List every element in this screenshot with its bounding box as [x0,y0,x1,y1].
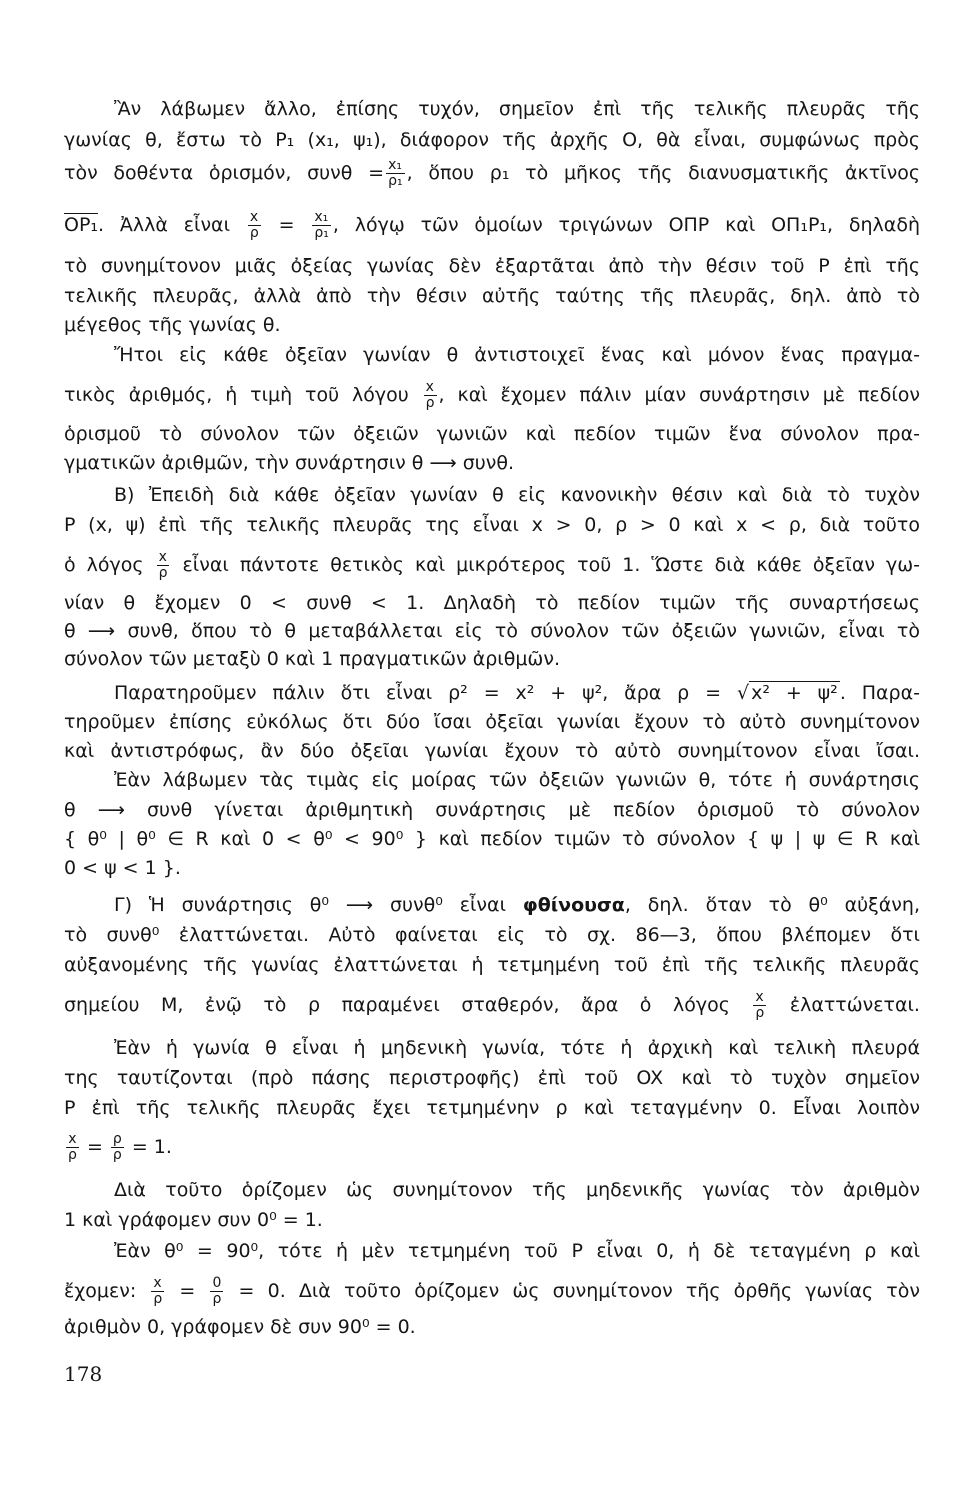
text-line [64,380,920,411]
text-line: θ ⟶ συνθ, ὅπου τὸ θ μεταβάλλεται εἰς τὸ σύνολον τῶν ὀξειῶν γωνιῶν, εἶναι τὸ [64,620,920,642]
denominator: ρ [153,1291,163,1307]
text-line: νίαν θ ἔχομεν 0 < συνθ < 1. Δηλαδὴ τὸ πεδίον τιμῶν τῆς συναρτήσεως [64,592,920,614]
fraction [210,1276,223,1307]
text-line: αὐξανομένης τῆς γωνίας ἐλαττώνεται ἡ τετμημένη τοῦ ἐπὶ τῆς τελικῆς πλευρᾶς [64,954,920,976]
text-line: Ἐὰν λάβωμεν τὰς τιμὰς εἰς μοίρας τῶν ὀξειῶν γωνιῶν θ, τότε ἡ συνάρτησις [114,769,920,791]
text-segment: τὸν δοθέντα ὁρισμόν, συνθ = [64,162,385,184]
text-segment: εἶναι πάντοτε θετικὸς καὶ μικρότερος τοῦ 1. Ὥστε διὰ κάθε ὀξεῖαν γω- [182,554,920,576]
text-segment: σημείου M, ἐνῷ τὸ ρ παραμένει σταθερόν, ἄρα ὁ λόγος [64,994,730,1016]
text-line [64,1132,920,1163]
text-line: τὸ συνθ⁰ ἐλαττώνεται. Αὐτὸ φαίνεται εἰς τὸ σχ. 86—3, ὅπου βλέπομεν ὅτι [64,924,920,946]
bold-term: φθίνουσα [522,894,625,916]
text-line: 0 < ψ < 1 }. [64,857,181,879]
text-line [64,550,920,581]
fraction [111,1132,124,1163]
text-line: τὸ συνημίτονον μιᾶς ὀξείας γωνίας δὲν ἐξαρτᾶται ἀπὸ τὴν θέσιν τοῦ P ἐπὶ τῆς [64,255,920,277]
text-segment: . Ἀλλὰ εἶναι [98,214,231,236]
text-line [64,990,920,1021]
text-line: γματικῶν ἀριθμῶν, τὴν συνάρτησιν θ ⟶ συνθ. [64,452,515,474]
text-line: καὶ ἀντιστρόφως, ἂν δύο ὀξεῖαι γωνίαι ἔχουν τὸ αὐτὸ συνημίτονον εἶναι ἴσαι. [64,740,920,762]
text-line: B) Ἐπειδὴ διὰ κάθε ὀξεῖαν γωνίαν θ εἰς κανονικὴν θέσιν καὶ διὰ τὸ τυχὸν [114,484,920,506]
fraction [157,550,170,581]
fraction [424,380,437,411]
numerator: x [424,380,437,396]
numerator: x [157,550,170,566]
equals-sign: = [278,214,295,236]
text-line [64,158,920,189]
text-line [64,1276,920,1307]
page-number: 178 [64,1362,103,1386]
numerator: x [753,990,766,1006]
denominator: ρ [425,395,435,411]
numerator: 0 [212,1275,222,1291]
text-line: μέγεθος τῆς γωνίας θ. [64,314,281,336]
text-line: P ἐπὶ τῆς τελικῆς πλευρᾶς ἔχει τετμημένην ρ καὶ τεταγμένην 0. Εἶναι λοιπὸν [64,1097,920,1119]
radicand: x² + ψ² [751,682,838,704]
text-line: της ταυτίζονται (πρὸ πάσης περιστροφῆς) ἐπὶ τοῦ OX καὶ τὸ τυχὸν σημεῖον [64,1067,920,1089]
denominator: ρ₁ [314,225,329,241]
text-line [64,210,920,241]
text-segment: ἐλαττώνεται. [789,994,920,1016]
text-segment: , ὅπου ρ₁ τὸ μῆκος τῆς διανυσματικῆς ἀκτῖνος [406,162,920,184]
denominator: ρ [112,1147,122,1163]
text-line: 1 καὶ γράφομεν συν 0⁰ = 1. [64,1209,323,1231]
numerator: ρ [112,1131,122,1147]
denominator: ρ [755,1005,765,1021]
text-line [114,680,920,706]
numerator: x₁ [312,210,331,226]
fraction [66,1132,79,1163]
text-segment: Παρατηροῦμεν πάλιν ὅτι εἶναι ρ² = x² + ψ², ἄρα ρ = √ [114,682,750,704]
numerator: x [151,1276,164,1292]
text-line: γωνίας θ, ἔστω τὸ P₁ (x₁, ψ₁), διάφορον τῆς ἀρχῆς O, θὰ εἶναι, συμφώνως πρὸς [64,129,920,151]
text-segment: = 0. Διὰ τοῦτο ὁρίζομεν ὡς συνημίτονον τῆς ὀρθῆς γωνίας τὸν [238,1280,920,1302]
text-line [114,892,920,918]
denominator: ρ [212,1291,222,1307]
text-segment: τικὸς ἀριθμός, ἡ τιμὴ τοῦ λόγου [64,384,409,406]
text-segment: , καὶ ἔχομεν πάλιν μίαν συνάρτησιν μὲ πεδίον [438,384,920,406]
text-line: ὁρισμοῦ τὸ σύνολον τῶν ὀξειῶν γωνιῶν καὶ πεδίον τιμῶν ἕνα σύνολον πρα- [64,423,920,445]
text-segment: ὁ λόγος [64,554,144,576]
denominator: ρ [158,565,168,581]
numerator: x [66,1132,79,1148]
text-segment: = 1. [131,1136,172,1158]
text-line: τελικῆς πλευρᾶς, ἀλλὰ ἀπὸ τὴν θέσιν αὐτῆς ταύτης τῆς πλευρᾶς, δηλ. ἀπὸ τὸ [64,285,920,307]
text-segment: ἔχομεν: [64,1280,137,1302]
text-segment: , δηλ. ὅταν τὸ θ⁰ αὐξάνη, [624,894,920,916]
numerator: x [248,210,261,226]
text-segment: Γ) Ἡ συνάρτησις θ⁰ ⟶ συνθ⁰ εἶναι [114,894,506,916]
denominator: ρ [249,225,259,241]
denominator: ρ₁ [388,173,403,189]
fraction [151,1276,164,1307]
numerator: x₁ [386,158,405,174]
text-line: Ἐὰν ἡ γωνία θ εἶναι ἡ μηδενικὴ γωνία, τότε ἡ ἀρχικὴ καὶ τελικὴ πλευρά [114,1037,920,1059]
text-segment: , λόγῳ τῶν ὁμοίων τριγώνων OΠP καὶ OΠ₁P₁, δηλαδὴ [332,214,920,236]
fraction [312,210,331,241]
text-line: { θ⁰ | θ⁰ ∈ R καὶ 0 < θ⁰ < 90⁰ } καὶ πεδίον τιμῶν τὸ σύνολον { ψ | ψ ∈ R καὶ [64,828,920,850]
text-line: τηροῦμεν ἐπίσης εὐκόλως ὅτι δύο ἴσαι ὀξεῖαι γωνίαι ἔχουν τὸ αὐτὸ συνημίτονον [64,711,920,733]
text-line: σύνολον τῶν μεταξὺ 0 καὶ 1 πραγματικῶν ἀριθμῶν. [64,648,560,670]
equals-sign: = [86,1136,103,1158]
text-line: Ἤτοι εἰς κάθε ὀξεῖαν γωνίαν θ ἀντιστοιχεῖ ἕνας καὶ μόνον ἕνας πραγμα- [114,344,920,366]
text-segment: . Παρα- [839,682,921,704]
fraction [248,210,261,241]
text-line: ἀριθμὸν 0, γράφομεν δὲ συν 90⁰ = 0. [64,1316,416,1338]
text-line: P (x, ψ) ἐπὶ τῆς τελικῆς πλευρᾶς της εἶναι x > 0, ρ > 0 καὶ x < ρ, διὰ τοῦτο [64,514,920,536]
text-line: Ἐὰν θ⁰ = 90⁰, τότε ἡ μὲν τετμημένη τοῦ P εἶναι 0, ἡ δὲ τεταγμένη ρ καὶ [114,1240,920,1262]
text-line: Ἂν λάβωμεν ἄλλο, ἐπίσης τυχόν, σημεῖον ἐπὶ τῆς τελικῆς πλευρᾶς τῆς [114,98,920,120]
text-line: Διὰ τοῦτο ὁρίζομεν ὡς συνημίτονον τῆς μηδενικῆς γωνίας τὸν ἀριθμὸν [114,1179,920,1201]
text-line: θ ⟶ συνθ γίνεται ἀριθμητικὴ συνάρτησις μὲ πεδίον ὁρισμοῦ τὸ σύνολον [64,799,920,821]
denominator: ρ [68,1147,77,1163]
vector-op1: OP₁ [64,214,99,236]
fraction [753,990,766,1021]
fraction [386,158,405,189]
equals-sign: = [179,1280,196,1302]
